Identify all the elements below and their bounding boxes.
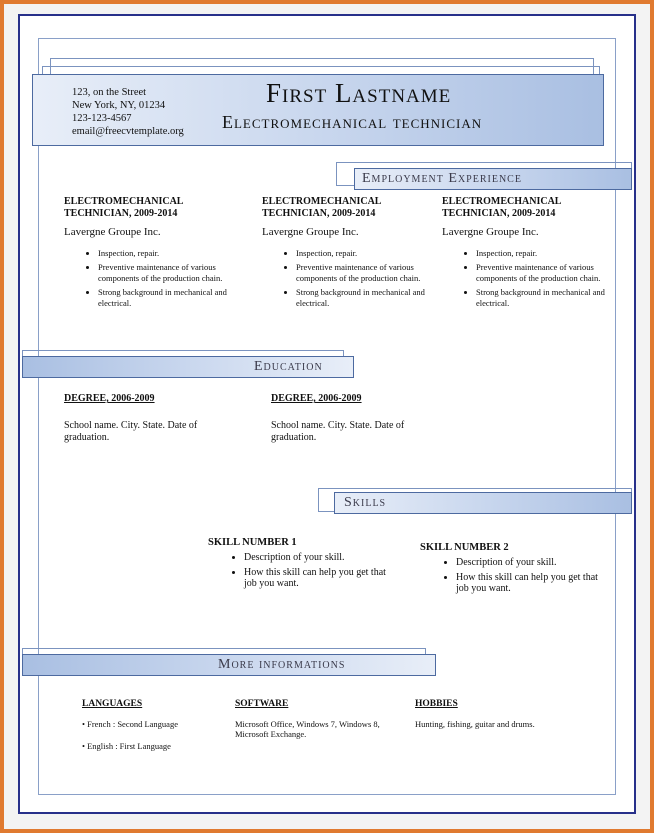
skill-name: SKILL NUMBER 2 <box>420 542 509 553</box>
hobbies-heading: HOBBIES <box>415 699 458 709</box>
hobbies-text: Hunting, fishing, guitar and drums. <box>415 719 535 729</box>
software-text: Microsoft Office, Windows 7, Windows 8, Microsoft Exchange. <box>235 719 380 739</box>
job-entry-1 <box>64 196 244 312</box>
skill-name: SKILL NUMBER 1 <box>208 537 297 548</box>
job-title-line2: TECHNICIAN, 2009-2014 <box>64 208 178 219</box>
duty-item: • Inspection, repair. <box>296 248 442 259</box>
hobbies-block <box>415 699 575 729</box>
company: Lavergne Groupe Inc. <box>64 226 161 238</box>
language-line: • English : First Language <box>82 741 171 751</box>
duty-item: • Preventive maintenance of various components of the production chain. <box>98 262 244 284</box>
duty-item: • Preventive maintenance of various components of the production chain. <box>296 262 442 284</box>
degree: DEGREE, 2006-2009 <box>271 393 362 404</box>
skill-point: • Description of your skill. <box>456 557 610 568</box>
job-title-line1: ELECTROMECHANICAL <box>442 196 562 207</box>
company: Lavergne Groupe Inc. <box>262 226 359 238</box>
duty-item: • Inspection, repair. <box>476 248 612 259</box>
software-heading: SOFTWARE <box>235 699 289 709</box>
education-title: Education <box>254 359 323 374</box>
education-entry-2 <box>271 393 441 444</box>
duties-list <box>442 248 612 309</box>
email[interactable]: email@freecvtemplate.org <box>72 126 184 137</box>
school-info: School name. City. State. Date of graduation. <box>271 420 405 443</box>
degree: DEGREE, 2006-2009 <box>64 393 155 404</box>
full-name: First Lastname <box>266 78 452 108</box>
duty-item: • Strong background in mechanical and electrical. <box>296 287 442 309</box>
job-title-line2: TECHNICIAN, 2009-2014 <box>442 208 556 219</box>
duties-list <box>262 248 442 309</box>
school-info: School name. City. State. Date of graduation. <box>64 420 198 443</box>
software-block <box>235 699 400 739</box>
job-entry-3 <box>442 196 612 312</box>
contact-block <box>72 86 184 138</box>
more-title: More informations <box>218 657 346 672</box>
job-title-line1: ELECTROMECHANICAL <box>262 196 382 207</box>
duty-item: • Strong background in mechanical and electrical. <box>98 287 244 309</box>
address-line1: 123, on the Street <box>72 87 147 98</box>
skill-points <box>420 557 610 594</box>
skill-entry-1 <box>208 537 398 593</box>
phone: 123-123-4567 <box>72 113 132 124</box>
employment-title: Employment Experience <box>362 171 522 186</box>
duties-list <box>64 248 244 309</box>
job-title-line1: ELECTROMECHANICAL <box>64 196 184 207</box>
duty-item: • Inspection, repair. <box>98 248 244 259</box>
job-entry-2 <box>262 196 442 312</box>
education-entry-1 <box>64 393 234 444</box>
skill-point: • Description of your skill. <box>244 552 398 563</box>
languages-block <box>82 699 222 751</box>
skill-point: • How this skill can help you get that job you want. <box>244 567 398 589</box>
languages-heading: LANGUAGES <box>82 699 143 709</box>
job-title-line2: TECHNICIAN, 2009-2014 <box>262 208 376 219</box>
job-role: Electromechanical technician <box>222 112 483 132</box>
language-line: • French : Second Language <box>82 719 178 729</box>
skill-point: • How this skill can help you get that job you want. <box>456 572 610 594</box>
skill-entry-2 <box>420 542 610 598</box>
skill-points <box>208 552 398 589</box>
company: Lavergne Groupe Inc. <box>442 226 539 238</box>
duty-item: • Preventive maintenance of various components of the production chain. <box>476 262 612 284</box>
skills-title: Skills <box>344 495 387 510</box>
duty-item: • Strong background in mechanical and electrical. <box>476 287 612 309</box>
address-line2: New York, NY, 01234 <box>72 100 166 111</box>
